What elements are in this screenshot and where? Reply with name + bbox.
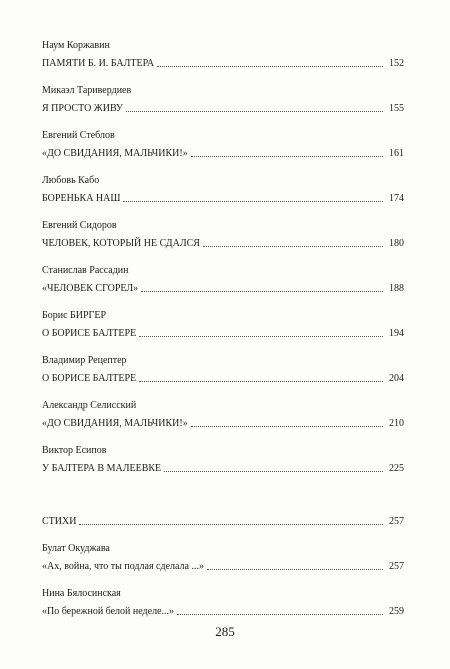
entry-page: 188 [389,283,404,294]
dot-leader [123,200,383,202]
entry-author: Евгений Сидоров [42,220,117,231]
section-heading-entry [42,515,404,528]
entry-line [42,57,404,70]
entry-page: 161 [389,148,404,159]
entry-page: 210 [389,418,404,429]
entry-line [42,417,404,430]
entry-title: Я ПРОСТО ЖИВУ [42,103,123,114]
toc-entry [42,130,404,160]
entry-line [42,192,404,205]
entry-title: ЧЕЛОВЕК, КОТОРЫЙ НЕ СДАЛСЯ [42,238,200,249]
entry-page: 155 [389,103,404,114]
entry-title: «По бережной белой неделе...» [42,606,175,617]
toc-entry [42,543,404,573]
toc-entry [42,265,404,295]
toc-entry [42,355,404,385]
entry-line [42,237,404,250]
entry-title: «ЧЕЛОВЕК СГОРЕЛ» [42,283,139,294]
dot-leader [157,65,383,67]
entry-line [42,327,404,340]
entry-line [42,605,404,618]
table-of-contents [42,40,404,633]
entry-author: Борис БИРГЕР [42,310,107,321]
section-title: СТИХИ [42,516,77,527]
dot-leader [164,470,383,472]
entry-line [42,560,404,573]
toc-entry [42,220,404,250]
toc-entry [42,445,404,475]
dot-leader [191,425,383,427]
entry-page: 259 [389,606,404,617]
entry-title: О БОРИСЕ БАЛТЕРЕ [42,328,137,339]
entry-author: Нина Бялосинская [42,588,121,599]
entry-author: Булат Окуджава [42,543,110,554]
entry-author: Любовь Кабо [42,175,100,186]
entry-line [42,282,404,295]
section-gap [42,490,404,515]
entry-author: Виктор Есипов [42,445,107,456]
dot-leader [203,245,383,247]
entry-title: У БАЛТЕРА В МАЛЕЕВКЕ [42,463,162,474]
toc-entry [42,85,404,115]
entry-line [42,147,404,160]
page-number: 285 [215,624,235,639]
dot-leader [207,568,383,570]
toc-entry [42,588,404,618]
entry-page: 204 [389,373,404,384]
entry-title: О БОРИСЕ БАЛТЕРЕ [42,373,137,384]
dot-leader [177,613,383,615]
entry-line [42,102,404,115]
dot-leader [79,523,383,525]
entry-title: «ДО СВИДАНИЯ, МАЛЬЧИКИ!» [42,148,188,159]
entry-title: «ДО СВИДАНИЯ, МАЛЬЧИКИ!» [42,418,188,429]
entry-page: 174 [389,193,404,204]
dot-leader [139,335,383,337]
entry-page: 194 [389,328,404,339]
entry-page: 152 [389,58,404,69]
toc-entry [42,310,404,340]
entry-author: Наум Коржавин [42,40,110,51]
entry-author: Евгений Стеблов [42,130,115,141]
dot-leader [191,155,383,157]
entry-line [42,462,404,475]
entry-title: ПАМЯТИ Б. И. БАЛТЕРА [42,58,155,69]
dot-leader [126,110,383,112]
toc-entry [42,175,404,205]
section-line [42,515,404,528]
toc-entry [42,400,404,430]
entry-page: 257 [389,561,404,572]
entry-title: БОРЕНЬКА НАШ [42,193,121,204]
entry-title: «Ах, война, что ты подлая сделала ...» [42,561,204,572]
toc-entry [42,40,404,70]
dot-leader [141,290,383,292]
entry-page: 180 [389,238,404,249]
entry-author: Владимир Рецептер [42,355,127,366]
entry-line [42,372,404,385]
entry-author: Станислав Рассадин [42,265,129,276]
entry-author: Александр Селисский [42,400,137,411]
dot-leader [139,380,383,382]
section-page: 257 [389,516,404,527]
entry-page: 225 [389,463,404,474]
entry-author: Микаэл Таривердиев [42,85,132,96]
